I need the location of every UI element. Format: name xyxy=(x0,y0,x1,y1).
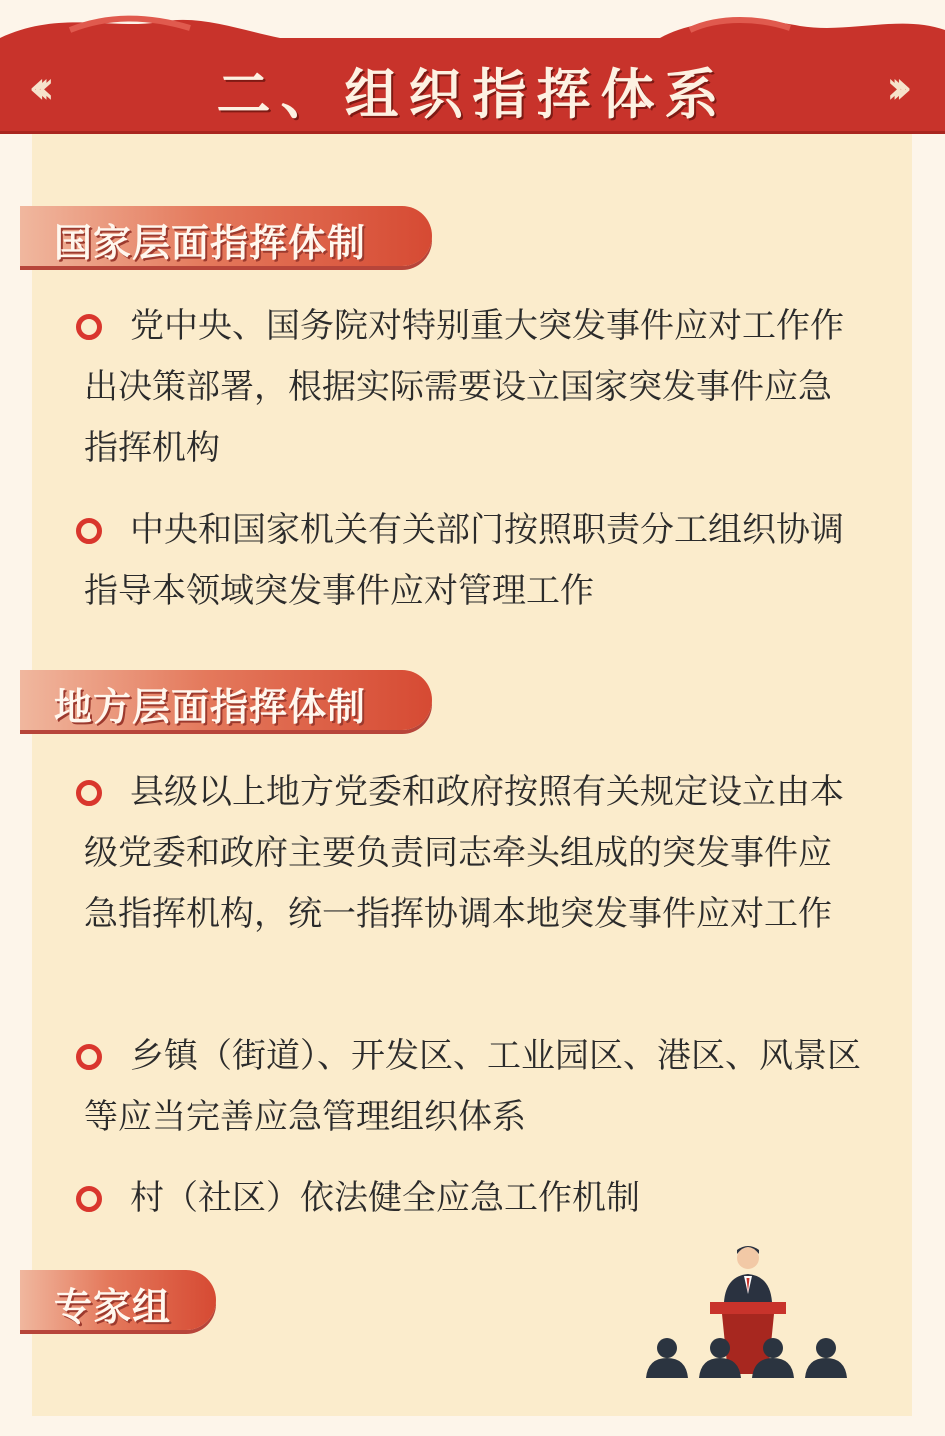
page-header xyxy=(0,38,945,134)
section-label: 专家组 xyxy=(54,1284,172,1329)
section-tag-national xyxy=(20,206,432,266)
circle-bullet-icon xyxy=(76,1186,102,1212)
ribbon-decoration xyxy=(0,0,945,40)
circle-bullet-icon xyxy=(76,314,102,340)
chevron-left-icon: ‹‹‹ xyxy=(28,60,42,114)
section-tag-experts xyxy=(20,1270,216,1330)
section-label: 国家层面指挥体制 xyxy=(54,220,367,265)
circle-bullet-icon xyxy=(76,1044,102,1070)
circle-bullet-icon xyxy=(76,780,102,806)
speaker-podium-icon xyxy=(640,1244,855,1384)
section-label: 地方层面指挥体制 xyxy=(54,684,367,729)
section-tag-local xyxy=(20,670,432,730)
list-item: 党中央、国务院对特别重大突发事件应对工作作出决策部署，根据实际需要设立国家突发事件应急指挥机构 xyxy=(84,296,864,479)
list-item: 中央和国家机关有关部门按照职责分工组织协调指导本领域突发事件应对管理工作 xyxy=(84,500,864,622)
circle-bullet-icon xyxy=(76,518,102,544)
chevron-right-icon: ››› xyxy=(885,60,899,114)
list-item: 县级以上地方党委和政府按照有关规定设立由本级党委和政府主要负责同志牵头组成的突发事件应急指挥机构，统一指挥协调本地突发事件应对工作 xyxy=(84,762,864,945)
list-item: 乡镇（街道）、开发区、工业园区、港区、风景区等应当完善应急管理组织体系 xyxy=(84,1026,864,1148)
list-item: 村（社区）依法健全应急工作机制 xyxy=(84,1168,864,1229)
page-title: 二、组织指挥体系 xyxy=(216,62,729,126)
